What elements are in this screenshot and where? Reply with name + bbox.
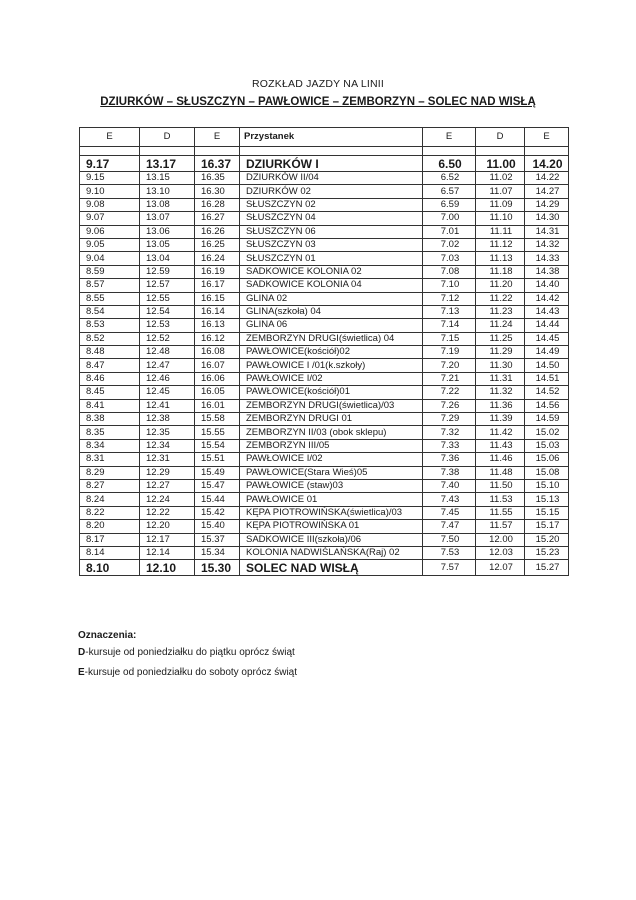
departure-time: 7.29: [423, 413, 476, 426]
departure-time: 14.52: [525, 386, 569, 399]
legend-code: E: [78, 667, 85, 678]
departure-time: 7.40: [423, 479, 476, 492]
stop-name: PAWŁOWICE 01: [240, 493, 423, 506]
stop-name: SŁUSZCZYN 01: [240, 252, 423, 265]
table-row: [80, 238, 569, 251]
departure-time: 13.10: [140, 185, 195, 198]
stop-name: PAWŁOWICE I/02: [240, 372, 423, 385]
departure-time: 12.53: [140, 319, 195, 332]
departure-time: 8.47: [80, 359, 140, 372]
departure-time: 11.55: [476, 506, 525, 519]
table-row: [80, 533, 569, 546]
departure-time: 7.50: [423, 533, 476, 546]
stop-name: PAWŁOWICE(Stara Wieś)05: [240, 466, 423, 479]
departure-time: 11.43: [476, 439, 525, 452]
departure-time: 16.27: [195, 212, 240, 225]
departure-time: 12.00: [476, 533, 525, 546]
departure-time: 14.31: [525, 225, 569, 238]
spacer-row: [80, 147, 569, 156]
departure-time: 15.06: [525, 453, 569, 466]
departure-time: 7.01: [423, 225, 476, 238]
departure-time: 16.15: [195, 292, 240, 305]
legend-heading: Oznaczenia:: [78, 630, 137, 641]
departure-time: 12.29: [140, 466, 195, 479]
departure-time: 15.17: [525, 520, 569, 533]
departure-time: 12.38: [140, 413, 195, 426]
stop-name: PAWŁOWICE(kościół)01: [240, 386, 423, 399]
col-header: E: [525, 128, 569, 147]
departure-time: 7.15: [423, 332, 476, 345]
spacer-cell: [140, 147, 195, 156]
departure-time: 11.12: [476, 238, 525, 251]
departure-time: 15.37: [195, 533, 240, 546]
departure-time: 11.32: [476, 386, 525, 399]
departure-time: 16.24: [195, 252, 240, 265]
departure-time: 7.19: [423, 346, 476, 359]
table-row: [80, 386, 569, 399]
stop-name: SADKOWICE III(szkoła)/06: [240, 533, 423, 546]
departure-time: 14.29: [525, 198, 569, 211]
departure-time: 16.05: [195, 386, 240, 399]
departure-time: 14.20: [525, 156, 569, 172]
col-header: D: [476, 128, 525, 147]
departure-time: 12.41: [140, 399, 195, 412]
departure-time: 12.24: [140, 493, 195, 506]
departure-time: 13.15: [140, 172, 195, 185]
departure-time: 8.59: [80, 265, 140, 278]
departure-time: 7.45: [423, 506, 476, 519]
departure-time: 14.44: [525, 319, 569, 332]
departure-time: 15.27: [525, 560, 569, 576]
departure-time: 9.08: [80, 198, 140, 211]
departure-time: 16.07: [195, 359, 240, 372]
col-header: D: [140, 128, 195, 147]
stop-name: PAWŁOWICE(kościół)02: [240, 346, 423, 359]
departure-time: 14.27: [525, 185, 569, 198]
stop-name: SADKOWICE KOLONIA 04: [240, 279, 423, 292]
departure-time: 8.35: [80, 426, 140, 439]
departure-time: 11.24: [476, 319, 525, 332]
departure-time: 12.03: [476, 546, 525, 559]
departure-time: 15.23: [525, 546, 569, 559]
col-header: E: [423, 128, 476, 147]
departure-time: 8.10: [80, 560, 140, 576]
departure-time: 7.21: [423, 372, 476, 385]
table-row: [80, 493, 569, 506]
departure-time: 15.55: [195, 426, 240, 439]
departure-time: 8.41: [80, 399, 140, 412]
departure-time: 11.30: [476, 359, 525, 372]
departure-time: 9.04: [80, 252, 140, 265]
departure-time: 11.57: [476, 520, 525, 533]
stop-name: SŁUSZCZYN 02: [240, 198, 423, 211]
departure-time: 16.01: [195, 399, 240, 412]
spacer-cell: [476, 147, 525, 156]
legend-text: -kursuje od poniedziałku do soboty oprócz świąt: [84, 667, 298, 678]
table-row: [80, 305, 569, 318]
stop-name: ZEMBORZYN DRUGI(świetlica) 04: [240, 332, 423, 345]
departure-time: 7.53: [423, 546, 476, 559]
departure-time: 7.03: [423, 252, 476, 265]
departure-time: 13.17: [140, 156, 195, 172]
departure-time: 13.08: [140, 198, 195, 211]
departure-time: 12.17: [140, 533, 195, 546]
departure-time: 7.36: [423, 453, 476, 466]
col-header: E: [195, 128, 240, 147]
departure-time: 15.08: [525, 466, 569, 479]
stop-name: ZEMBORZYN III/05: [240, 439, 423, 452]
departure-time: 8.52: [80, 332, 140, 345]
departure-time: 11.18: [476, 265, 525, 278]
departure-time: 8.29: [80, 466, 140, 479]
departure-time: 7.12: [423, 292, 476, 305]
timetable-header-row: [80, 128, 569, 147]
departure-time: 15.15: [525, 506, 569, 519]
spacer-cell: [80, 147, 140, 156]
route-name: DZIURKÓW – SŁUSZCZYN – PAWŁOWICE – ZEMBORZYN – SOLEC NAD WISŁĄ: [100, 96, 536, 108]
departure-time: 15.44: [195, 493, 240, 506]
departure-time: 16.26: [195, 225, 240, 238]
stop-name: GLINA 02: [240, 292, 423, 305]
stop-name: KĘPA PIOTROWIŃSKA 01: [240, 520, 423, 533]
legend-code: D: [78, 647, 86, 658]
table-row: [80, 439, 569, 452]
spacer-cell: [195, 147, 240, 156]
departure-time: 7.38: [423, 466, 476, 479]
spacer-cell: [240, 147, 423, 156]
departure-time: 16.12: [195, 332, 240, 345]
departure-time: 14.59: [525, 413, 569, 426]
departure-time: 11.39: [476, 413, 525, 426]
departure-time: 8.22: [80, 506, 140, 519]
departure-time: 8.57: [80, 279, 140, 292]
table-row: [80, 506, 569, 519]
stop-name: GLINA(szkoła) 04: [240, 305, 423, 318]
table-row: [80, 292, 569, 305]
departure-time: 16.37: [195, 156, 240, 172]
departure-time: 7.10: [423, 279, 476, 292]
departure-time: 14.33: [525, 252, 569, 265]
stop-name: DZIURKÓW II/04: [240, 172, 423, 185]
departure-time: 6.59: [423, 198, 476, 211]
departure-time: 8.34: [80, 439, 140, 452]
departure-time: 15.02: [525, 426, 569, 439]
table-row: [80, 156, 569, 172]
departure-time: 14.32: [525, 238, 569, 251]
table-row: [80, 225, 569, 238]
stop-name: GLINA 06: [240, 319, 423, 332]
departure-time: 15.13: [525, 493, 569, 506]
departure-time: 15.30: [195, 560, 240, 576]
departure-time: 7.02: [423, 238, 476, 251]
departure-time: 7.20: [423, 359, 476, 372]
departure-time: 11.10: [476, 212, 525, 225]
departure-time: 12.20: [140, 520, 195, 533]
departure-time: 8.31: [80, 453, 140, 466]
departure-time: 12.07: [476, 560, 525, 576]
stop-name: PAWŁOWICE (staw)03: [240, 479, 423, 492]
legend-item-e: [78, 663, 297, 683]
legend-item-d: [78, 643, 297, 663]
table-row: [80, 185, 569, 198]
table-row: [80, 479, 569, 492]
spacer-cell: [423, 147, 476, 156]
departure-time: 9.17: [80, 156, 140, 172]
stop-name: KĘPA PIOTROWIŃSKA(świetlica)/03: [240, 506, 423, 519]
departure-time: 15.51: [195, 453, 240, 466]
stop-name: DZIURKÓW 02: [240, 185, 423, 198]
stop-name: SŁUSZCZYN 04: [240, 212, 423, 225]
departure-time: 14.40: [525, 279, 569, 292]
departure-time: 16.25: [195, 238, 240, 251]
departure-time: 7.43: [423, 493, 476, 506]
departure-time: 14.38: [525, 265, 569, 278]
departure-time: 13.04: [140, 252, 195, 265]
departure-time: 14.22: [525, 172, 569, 185]
departure-time: 11.07: [476, 185, 525, 198]
table-row: [80, 413, 569, 426]
timetable: [79, 127, 569, 576]
departure-time: 8.54: [80, 305, 140, 318]
departure-time: 11.00: [476, 156, 525, 172]
departure-time: 8.20: [80, 520, 140, 533]
departure-time: 11.23: [476, 305, 525, 318]
departure-time: 12.55: [140, 292, 195, 305]
departure-time: 11.25: [476, 332, 525, 345]
table-row: [80, 346, 569, 359]
document-title: ROZKŁAD JAZDY NA LINII: [252, 78, 384, 90]
departure-time: 7.13: [423, 305, 476, 318]
departure-time: 15.34: [195, 546, 240, 559]
stop-name: ZEMBORZYN II/03 (obok sklepu): [240, 426, 423, 439]
departure-time: 7.47: [423, 520, 476, 533]
legend: [78, 629, 297, 683]
departure-time: 11.53: [476, 493, 525, 506]
stop-name: DZIURKÓW I: [240, 156, 423, 172]
departure-time: 6.52: [423, 172, 476, 185]
departure-time: 11.31: [476, 372, 525, 385]
departure-time: 8.17: [80, 533, 140, 546]
departure-time: 8.24: [80, 493, 140, 506]
departure-time: 14.50: [525, 359, 569, 372]
departure-time: 15.42: [195, 506, 240, 519]
departure-time: 7.57: [423, 560, 476, 576]
departure-time: 11.11: [476, 225, 525, 238]
spacer-cell: [525, 147, 569, 156]
departure-time: 16.13: [195, 319, 240, 332]
departure-time: 12.57: [140, 279, 195, 292]
table-row: [80, 399, 569, 412]
table-row: [80, 319, 569, 332]
table-row: [80, 279, 569, 292]
departure-time: 16.19: [195, 265, 240, 278]
stop-name: SŁUSZCZYN 06: [240, 225, 423, 238]
departure-time: 15.20: [525, 533, 569, 546]
departure-time: 12.48: [140, 346, 195, 359]
departure-time: 13.07: [140, 212, 195, 225]
departure-time: 8.38: [80, 413, 140, 426]
departure-time: 7.08: [423, 265, 476, 278]
departure-time: 8.48: [80, 346, 140, 359]
departure-time: 11.09: [476, 198, 525, 211]
departure-time: 14.43: [525, 305, 569, 318]
departure-time: 11.29: [476, 346, 525, 359]
departure-time: 9.10: [80, 185, 140, 198]
departure-time: 14.51: [525, 372, 569, 385]
departure-time: 8.55: [80, 292, 140, 305]
departure-time: 11.13: [476, 252, 525, 265]
departure-time: 16.30: [195, 185, 240, 198]
departure-time: 12.10: [140, 560, 195, 576]
departure-time: 8.45: [80, 386, 140, 399]
departure-time: 8.14: [80, 546, 140, 559]
table-row: [80, 560, 569, 576]
departure-time: 14.56: [525, 399, 569, 412]
departure-time: 12.34: [140, 439, 195, 452]
table-row: [80, 372, 569, 385]
departure-time: 15.58: [195, 413, 240, 426]
departure-time: 15.47: [195, 479, 240, 492]
departure-time: 13.06: [140, 225, 195, 238]
table-row: [80, 172, 569, 185]
stop-name: ZEMBORZYN DRUGI(świetlica)/03: [240, 399, 423, 412]
departure-time: 14.42: [525, 292, 569, 305]
table-row: [80, 359, 569, 372]
departure-time: 11.20: [476, 279, 525, 292]
departure-time: 6.57: [423, 185, 476, 198]
departure-time: 16.06: [195, 372, 240, 385]
table-row: [80, 198, 569, 211]
col-header: E: [80, 128, 140, 147]
departure-time: 11.46: [476, 453, 525, 466]
departure-time: 7.22: [423, 386, 476, 399]
departure-time: 14.49: [525, 346, 569, 359]
departure-time: 16.14: [195, 305, 240, 318]
table-row: [80, 453, 569, 466]
departure-time: 14.30: [525, 212, 569, 225]
stop-name: ZEMBORZYN DRUGI 01: [240, 413, 423, 426]
departure-time: 7.14: [423, 319, 476, 332]
stop-name: SADKOWICE KOLONIA 02: [240, 265, 423, 278]
stop-name: SŁUSZCZYN 03: [240, 238, 423, 251]
departure-time: 8.27: [80, 479, 140, 492]
departure-time: 15.54: [195, 439, 240, 452]
departure-time: 9.05: [80, 238, 140, 251]
table-row: [80, 426, 569, 439]
table-row: [80, 212, 569, 225]
departure-time: 16.08: [195, 346, 240, 359]
departure-time: 11.02: [476, 172, 525, 185]
departure-time: 8.46: [80, 372, 140, 385]
table-row: [80, 466, 569, 479]
col-header-stop: Przystanek: [240, 128, 423, 147]
departure-time: 6.50: [423, 156, 476, 172]
table-row: [80, 546, 569, 559]
departure-time: 8.53: [80, 319, 140, 332]
stop-name: PAWŁOWICE I/02: [240, 453, 423, 466]
departure-time: 9.15: [80, 172, 140, 185]
departure-time: 11.22: [476, 292, 525, 305]
departure-time: 13.05: [140, 238, 195, 251]
stop-name: PAWŁOWICE I /01(k.szkoły): [240, 359, 423, 372]
table-row: [80, 520, 569, 533]
departure-time: 12.27: [140, 479, 195, 492]
departure-time: 7.00: [423, 212, 476, 225]
departure-time: 12.52: [140, 332, 195, 345]
departure-time: 9.07: [80, 212, 140, 225]
departure-time: 9.06: [80, 225, 140, 238]
departure-time: 7.32: [423, 426, 476, 439]
departure-time: 16.28: [195, 198, 240, 211]
departure-time: 12.47: [140, 359, 195, 372]
legend-text: -kursuje od poniedziałku do piątku oprócz świąt: [85, 647, 295, 658]
departure-time: 15.03: [525, 439, 569, 452]
stop-name: KOLONIA NADWIŚLAŃSKA(Raj) 02: [240, 546, 423, 559]
departure-time: 7.26: [423, 399, 476, 412]
departure-time: 12.31: [140, 453, 195, 466]
departure-time: 15.40: [195, 520, 240, 533]
table-row: [80, 332, 569, 345]
departure-time: 11.48: [476, 466, 525, 479]
departure-time: 11.42: [476, 426, 525, 439]
departure-time: 15.10: [525, 479, 569, 492]
departure-time: 16.35: [195, 172, 240, 185]
departure-time: 15.49: [195, 466, 240, 479]
timetable-body: [80, 147, 569, 576]
departure-time: 11.36: [476, 399, 525, 412]
departure-time: 12.35: [140, 426, 195, 439]
departure-time: 11.50: [476, 479, 525, 492]
departure-time: 12.22: [140, 506, 195, 519]
departure-time: 12.59: [140, 265, 195, 278]
departure-time: 16.17: [195, 279, 240, 292]
departure-time: 12.46: [140, 372, 195, 385]
departure-time: 12.54: [140, 305, 195, 318]
departure-time: 12.45: [140, 386, 195, 399]
departure-time: 7.33: [423, 439, 476, 452]
departure-time: 12.14: [140, 546, 195, 559]
departure-time: 14.45: [525, 332, 569, 345]
stop-name: SOLEC NAD WISŁĄ: [240, 560, 423, 576]
table-row: [80, 265, 569, 278]
table-row: [80, 252, 569, 265]
